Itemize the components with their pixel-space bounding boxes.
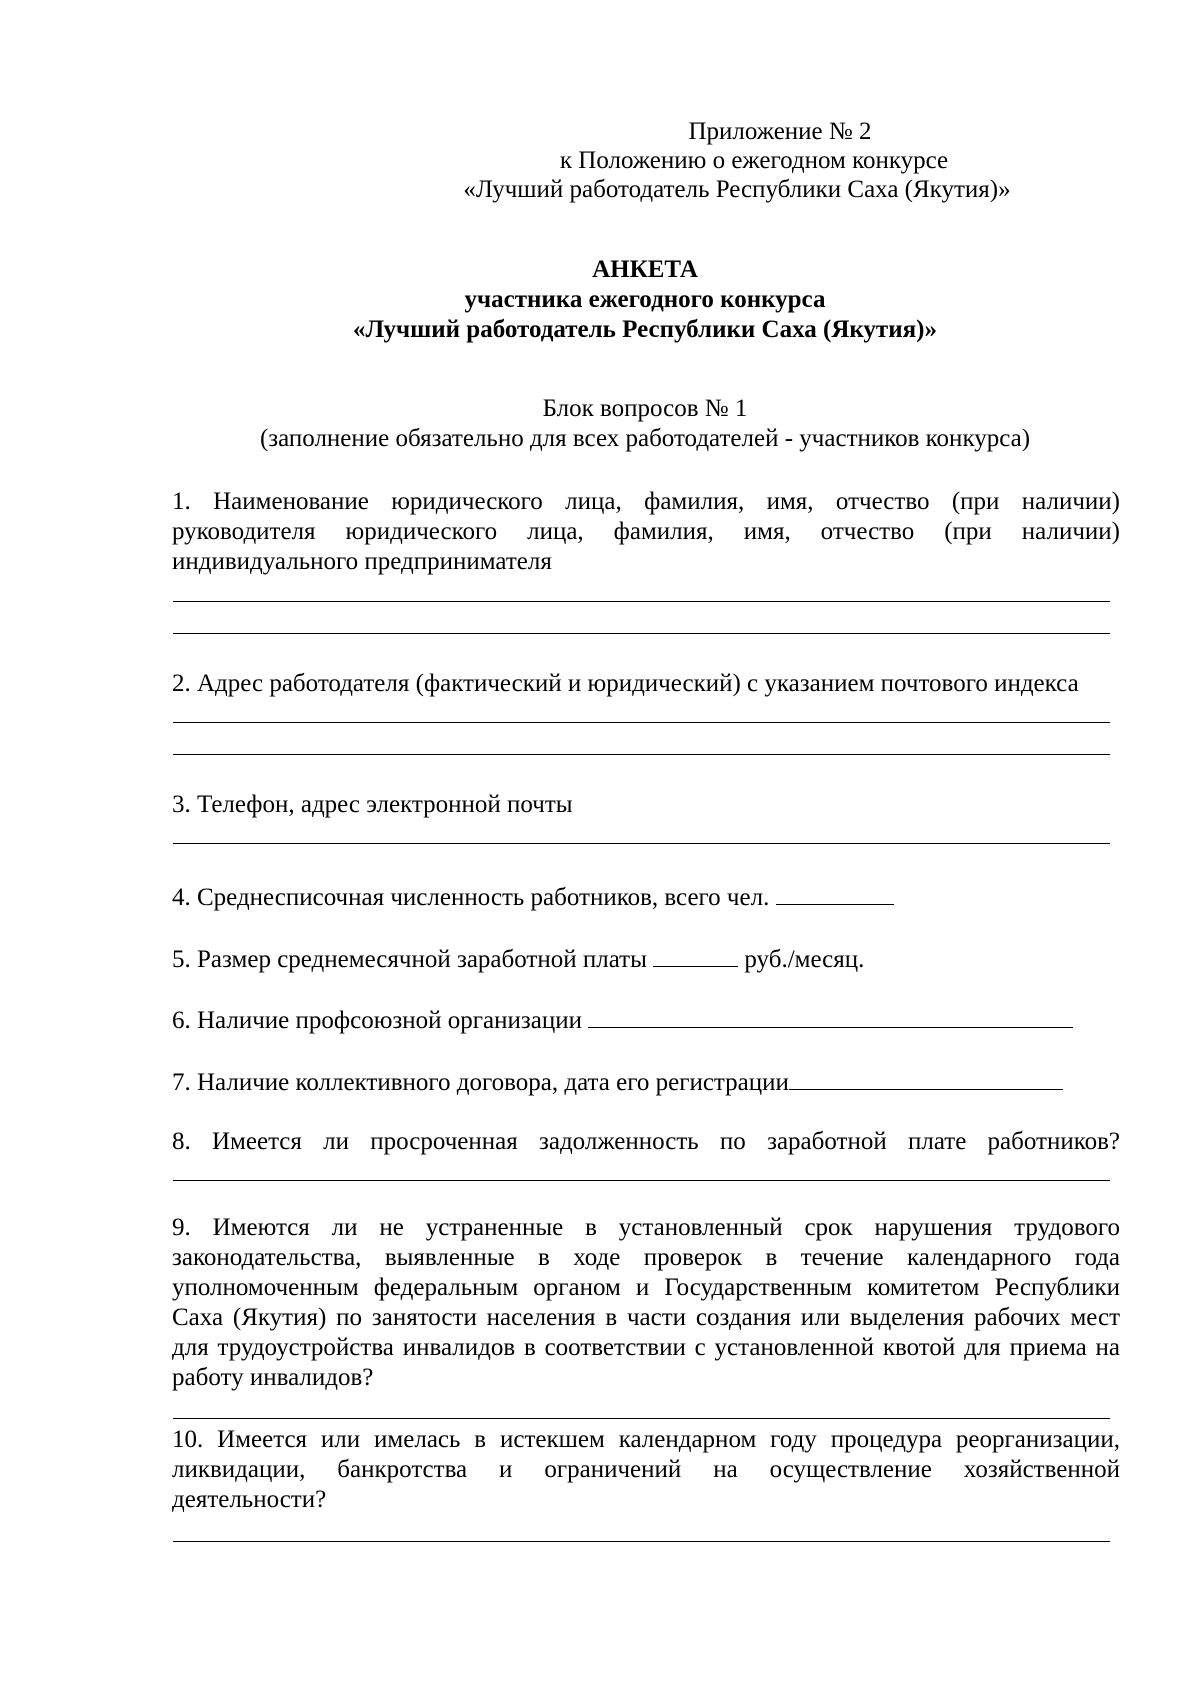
form-title: [0, 255, 1200, 345]
question-7: [172, 1067, 1120, 1098]
question-9: 9. Имеются ли не устраненные в установленный срок нарушения трудового законодательства, выявленные в ходе проверок в течение календарного года уполномоченным федеральным органом и Государственным комитетом Республики Саха (Якутия) по занятости населения в части создания или выделения рабочих мест для трудоустройства инвалидов в соответствии с установленной квотой для приема на работу инвалидов?: [172, 1214, 1120, 1391]
question-1: 1. Наименование юридического лица, фамилия, имя, отчество (при наличии) руководителя юридического лица, фамилия, имя, отчество (при наличии) индивидуального предпринимателя: [172, 488, 1120, 575]
question-5: [172, 944, 1120, 975]
question-8: [172, 1127, 1120, 1157]
question-4-label: 4. Среднесписочная численность работников, всего чел.: [172, 884, 770, 911]
question-block-subtitle: (заполнение обязательно для всех работодателей - участников конкурса): [259, 425, 1031, 452]
form-title-contest: «Лучший работодатель Республики Саха (Якутия)»: [353, 316, 937, 343]
employee-count-field[interactable]: [776, 882, 894, 905]
appendix-header: [400, 117, 1100, 204]
trade-union-field[interactable]: [588, 1005, 1073, 1028]
average-salary-field[interactable]: [653, 944, 738, 967]
question-block-title: Блок вопросов № 1: [542, 395, 748, 422]
answer-line-2b[interactable]: [173, 754, 1110, 755]
collective-agreement-field[interactable]: [789, 1067, 1063, 1090]
form-title-sub: участника ежегодного конкурса: [464, 286, 826, 313]
answer-line-1b[interactable]: [173, 633, 1110, 634]
answer-line-9[interactable]: [173, 1418, 1110, 1419]
answer-line-2a[interactable]: [173, 722, 1110, 723]
answer-line-8[interactable]: [173, 1180, 1110, 1181]
appendix-contest-name: «Лучший работодатель Республики Саха (Якутия)»: [463, 176, 1011, 203]
question-4: [172, 882, 1120, 913]
question-5-unit: руб./месяц.: [744, 946, 865, 973]
answer-line-10[interactable]: [173, 1541, 1110, 1542]
question-7-label: 7. Наличие коллективного договора, дата его регистрации: [172, 1069, 789, 1096]
question-5-label: 5. Размер среднемесячной заработной платы: [172, 946, 647, 973]
question-10: 10. Имеется или имелась в истекшем календарном году процедура реорганизации, ликвидации, банкротства и ограничений на осуществление хозяйственной деятельности?: [172, 1426, 1120, 1513]
form-title-main: АНКЕТА: [592, 256, 698, 283]
question-8-label: 8. Имеется ли просроченная задолженность по заработной плате работников?: [172, 1128, 1120, 1155]
question-2: 2. Адрес работодателя (фактический и юридический) с указанием почтового индекса: [172, 670, 1079, 697]
question-6: [172, 1005, 1120, 1036]
question-3: 3. Телефон, адрес электронной почты: [172, 791, 573, 818]
appendix-reference: к Положению о ежегодном конкурсе: [559, 147, 949, 174]
question-6-label: 6. Наличие профсоюзной организации: [172, 1007, 582, 1034]
appendix-number: Приложение № 2: [688, 118, 872, 145]
answer-line-1a[interactable]: [173, 601, 1110, 602]
answer-line-3[interactable]: [173, 843, 1110, 844]
question-block-header: [0, 394, 1200, 454]
